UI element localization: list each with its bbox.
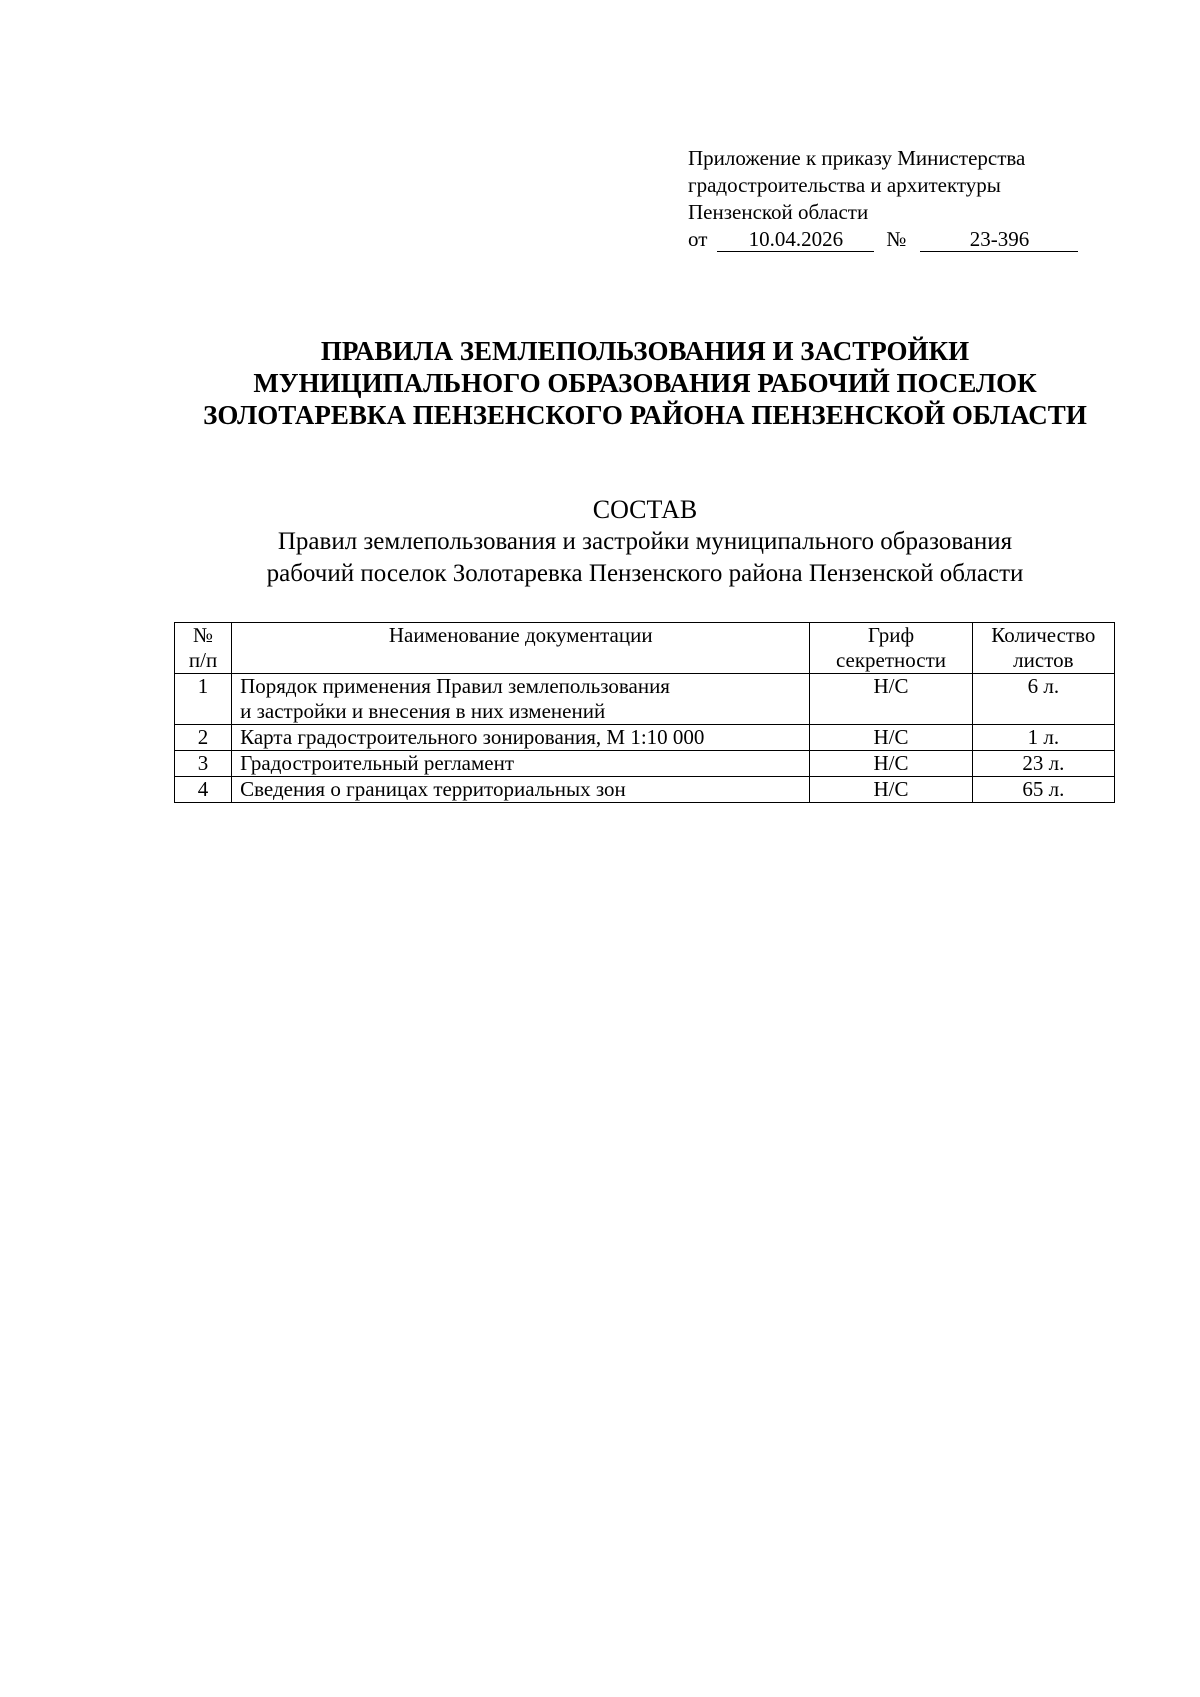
row-num: 2 bbox=[175, 725, 232, 751]
row-name: Карта градостроительного зонирования, М 1:10 000 bbox=[232, 725, 810, 751]
date-prefix: от bbox=[688, 227, 708, 251]
row-grif: Н/С bbox=[810, 777, 972, 803]
composition-heading-block bbox=[120, 494, 1170, 590]
row-num: 1 bbox=[175, 674, 232, 725]
title-line-1: ПРАВИЛА ЗЕМЛЕПОЛЬЗОВАНИЯ И ЗАСТРОЙКИ bbox=[320, 336, 970, 366]
table-row bbox=[175, 751, 1115, 777]
header-qty bbox=[972, 623, 1114, 674]
row-grif: Н/С bbox=[810, 674, 972, 725]
appendix-line-1: Приложение к приказу Министерства bbox=[688, 146, 1026, 170]
document-title bbox=[120, 335, 1170, 431]
appendix-date-row bbox=[688, 226, 1108, 253]
row-qty: 6 л. bbox=[972, 674, 1114, 725]
row-qty: 23 л. bbox=[972, 751, 1114, 777]
table-row bbox=[175, 674, 1115, 725]
documents-table bbox=[174, 622, 1115, 803]
composition-line-1: Правил землепользования и застройки муниципального образования bbox=[277, 528, 1013, 555]
number-sign: № bbox=[886, 227, 907, 251]
row-name: Градостроительный регламент bbox=[232, 751, 810, 777]
header-grif-line-2: секретности bbox=[835, 648, 947, 672]
row-name-line-2: и застройки и внесения в них изменений bbox=[240, 699, 606, 723]
title-line-2: МУНИЦИПАЛЬНОГО ОБРАЗОВАНИЯ РАБОЧИЙ ПОСЕЛОК bbox=[253, 368, 1037, 398]
appendix-line-3: Пензенской области bbox=[688, 200, 869, 224]
header-name: Наименование документации bbox=[232, 623, 810, 674]
row-grif: Н/С bbox=[810, 751, 972, 777]
row-name-line-1: Порядок применения Правил землепользования bbox=[240, 674, 670, 698]
table-row bbox=[175, 777, 1115, 803]
row-num: 3 bbox=[175, 751, 232, 777]
table-row bbox=[175, 725, 1115, 751]
title-line-3: ЗОЛОТАРЕВКА ПЕНЗЕНСКОГО РАЙОНА ПЕНЗЕНСКОЙ ОБЛАСТИ bbox=[203, 400, 1087, 430]
row-name bbox=[232, 674, 810, 725]
order-date: 10.04.2026 bbox=[717, 227, 874, 252]
appendix-line-2: градостроительства и архитектуры bbox=[688, 173, 1001, 197]
header-grif bbox=[810, 623, 972, 674]
row-grif: Н/С bbox=[810, 725, 972, 751]
row-num: 4 bbox=[175, 777, 232, 803]
header-num-line-2: п/п bbox=[188, 648, 218, 672]
header-num-line-1: № bbox=[193, 623, 214, 647]
row-name: Сведения о границах территориальных зон bbox=[232, 777, 810, 803]
header-num bbox=[175, 623, 232, 674]
composition-heading: СОСТАВ bbox=[592, 495, 698, 524]
header-qty-line-1: Количество bbox=[991, 623, 1096, 647]
row-qty: 1 л. bbox=[972, 725, 1114, 751]
header-qty-line-2: листов bbox=[1013, 648, 1074, 672]
composition-line-2: рабочий поселок Золотаревка Пензенского района Пензенской области bbox=[266, 560, 1024, 587]
header-grif-line-1: Гриф bbox=[867, 623, 915, 647]
appendix-block bbox=[688, 145, 1108, 253]
row-qty: 65 л. bbox=[972, 777, 1114, 803]
order-number: 23-396 bbox=[920, 227, 1078, 252]
table-header-row bbox=[175, 623, 1115, 674]
